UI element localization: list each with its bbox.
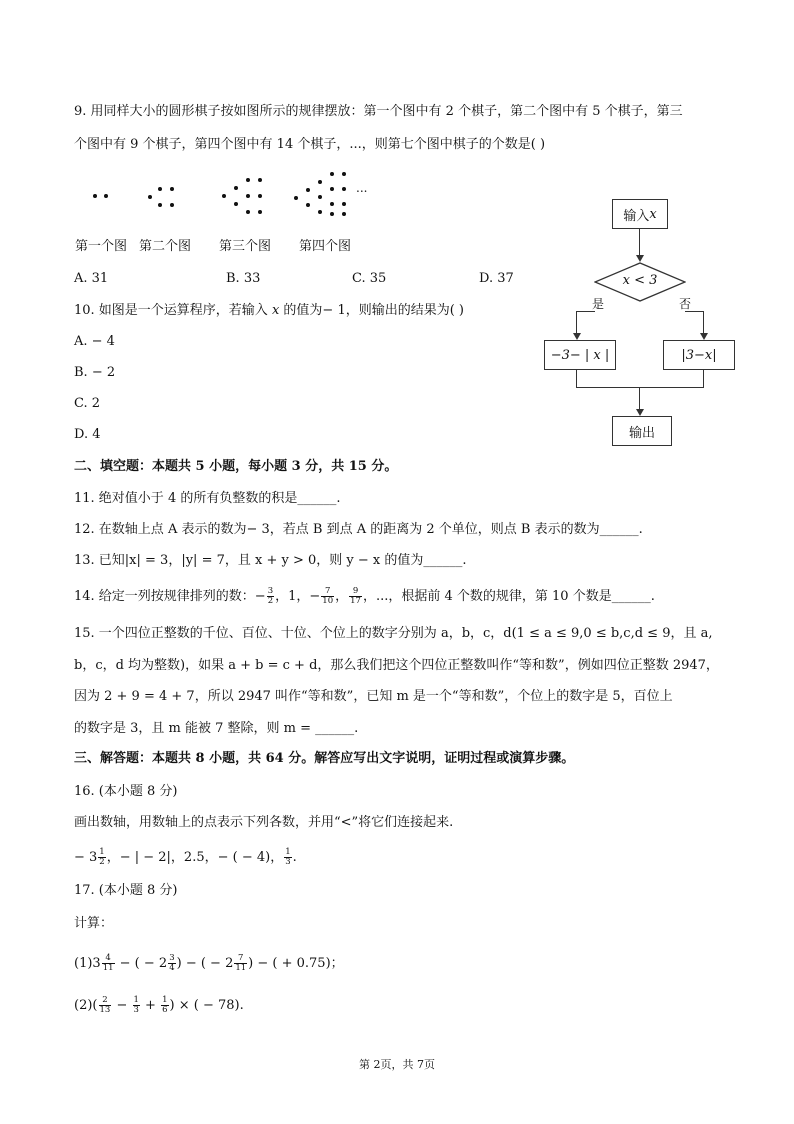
fig-label-2: 第二个图 xyxy=(139,239,192,254)
fig-label-4: 第四个图 xyxy=(299,239,352,254)
q15-line4: 的数字是 3，且 m 能被 7 整除，则 m = ______. xyxy=(74,721,359,736)
q11: 11. 绝对值小于 4 的所有负整数的积是______. xyxy=(74,491,341,506)
q17-text: 计算： xyxy=(74,916,114,931)
q10-option-a: A. − 4 xyxy=(74,334,115,349)
fig-label-1: 第一个图 xyxy=(75,239,128,254)
q9-option-a: A. 31 xyxy=(74,271,109,286)
q15-line2: b，c，d 均为整数)，如果 a + b = c + d，那么我们把这个四位正整数叫作“等和数”，例如四位正整数 2947， xyxy=(74,658,719,673)
q17-part2: (2)( $\frac{2}{13}$ − $\frac{1}{3}$ + $\frac{1}{6}$ ) × ( − 78). xyxy=(74,995,244,1015)
q9-option-b: B. 33 xyxy=(226,271,261,286)
q13: 13. 已知|x| = 3，|y| = 7，且 x + y > 0，则 y − x 的值为______. xyxy=(74,553,467,568)
q16-text: 画出数轴，用数轴上的点表示下列各数，并用“<”将它们连接起来. xyxy=(74,815,454,830)
flowchart-decision-text: x < 3 xyxy=(622,273,658,288)
q15-line1: 15. 一个四位正整数的千位、百位、十位、个位上的数字分别为 a，b，c，d(1 ≤ a ≤ 9,0 ≤ b,c,d ≤ 9，且 a, xyxy=(74,626,713,641)
q14: 14. 给定一列按规律排列的数：− $\frac{3}{2}$ ，1，− $\frac{7}{10}$ ， $\frac{9}{17}$ ，...，根据前 4 个数的规律，第 10 个数是______. xyxy=(74,586,655,606)
q12: 12. 在数轴上点 A 表示的数为− 3，若点 B 到点 A 的距离为 2 个单位，则点 B 表示的数为______. xyxy=(74,522,643,537)
q10-option-d: D. 4 xyxy=(74,427,101,442)
flowchart-left-box: −3− | x | xyxy=(544,340,616,370)
page-footer: 第 2页，共 7页 xyxy=(359,1058,435,1071)
q10-option-c: C. 2 xyxy=(74,396,101,411)
flowchart-input-box: 输入 x xyxy=(612,199,668,229)
q16-numbers: − 3 $\frac{1}{2}$ ，− | − 2|，2.5，− ( − 4)， $\frac{1}{3}$ . xyxy=(74,847,297,867)
q9-figure xyxy=(0,0,794,260)
q9-option-d: D. 37 xyxy=(479,271,514,286)
q16-title: 16. (本小题 8 分) xyxy=(74,784,178,799)
flowchart-no-label: 否 xyxy=(679,297,692,311)
section3-heading: 三、解答题：本题共 8 小题，共 64 分。解答应写出文字说明，证明过程或演算步骤。 xyxy=(74,751,575,766)
flowchart-output-box: 输出 xyxy=(612,416,672,446)
flowchart-right-box: |3−x| xyxy=(663,340,735,370)
q9-option-c: C. 35 xyxy=(352,271,387,286)
q10-option-b: B. − 2 xyxy=(74,365,116,380)
q17-part1: (1)3 $\frac{4}{11}$ − ( − 2 $\frac{3}{4}$ ) − ( − 2 $\frac{7}{11}$ ) − ( + 0.75)； xyxy=(74,953,344,973)
q15-line3: 因为 2 + 9 = 4 + 7，所以 2947 叫作“等和数”，已知 m 是一个“等和数”，个位上的数字是 5，百位上 xyxy=(74,689,673,704)
q10-stem: 10. 如图是一个运算程序，若输入 x 的值为− 1，则输出的结果为( ) xyxy=(74,303,465,318)
q17-title: 17. (本小题 8 分) xyxy=(74,883,178,898)
q9-line2: 个图中有 9 个棋子，第四个图中有 14 个棋子，...，则第七个图中棋子的个数是( ) xyxy=(74,137,546,152)
fig-label-3: 第三个图 xyxy=(219,239,272,254)
q9-line1: 9. 用同样大小的圆形棋子按如图所示的规律摆放：第一个图中有 2 个棋子，第二个图中有 5 个棋子，第三 xyxy=(74,104,683,119)
q9-ellipsis: ... xyxy=(356,181,368,195)
section2-heading: 二、填空题：本题共 5 小题，每小题 3 分，共 15 分。 xyxy=(74,459,398,474)
flowchart-yes-label: 是 xyxy=(592,297,605,311)
